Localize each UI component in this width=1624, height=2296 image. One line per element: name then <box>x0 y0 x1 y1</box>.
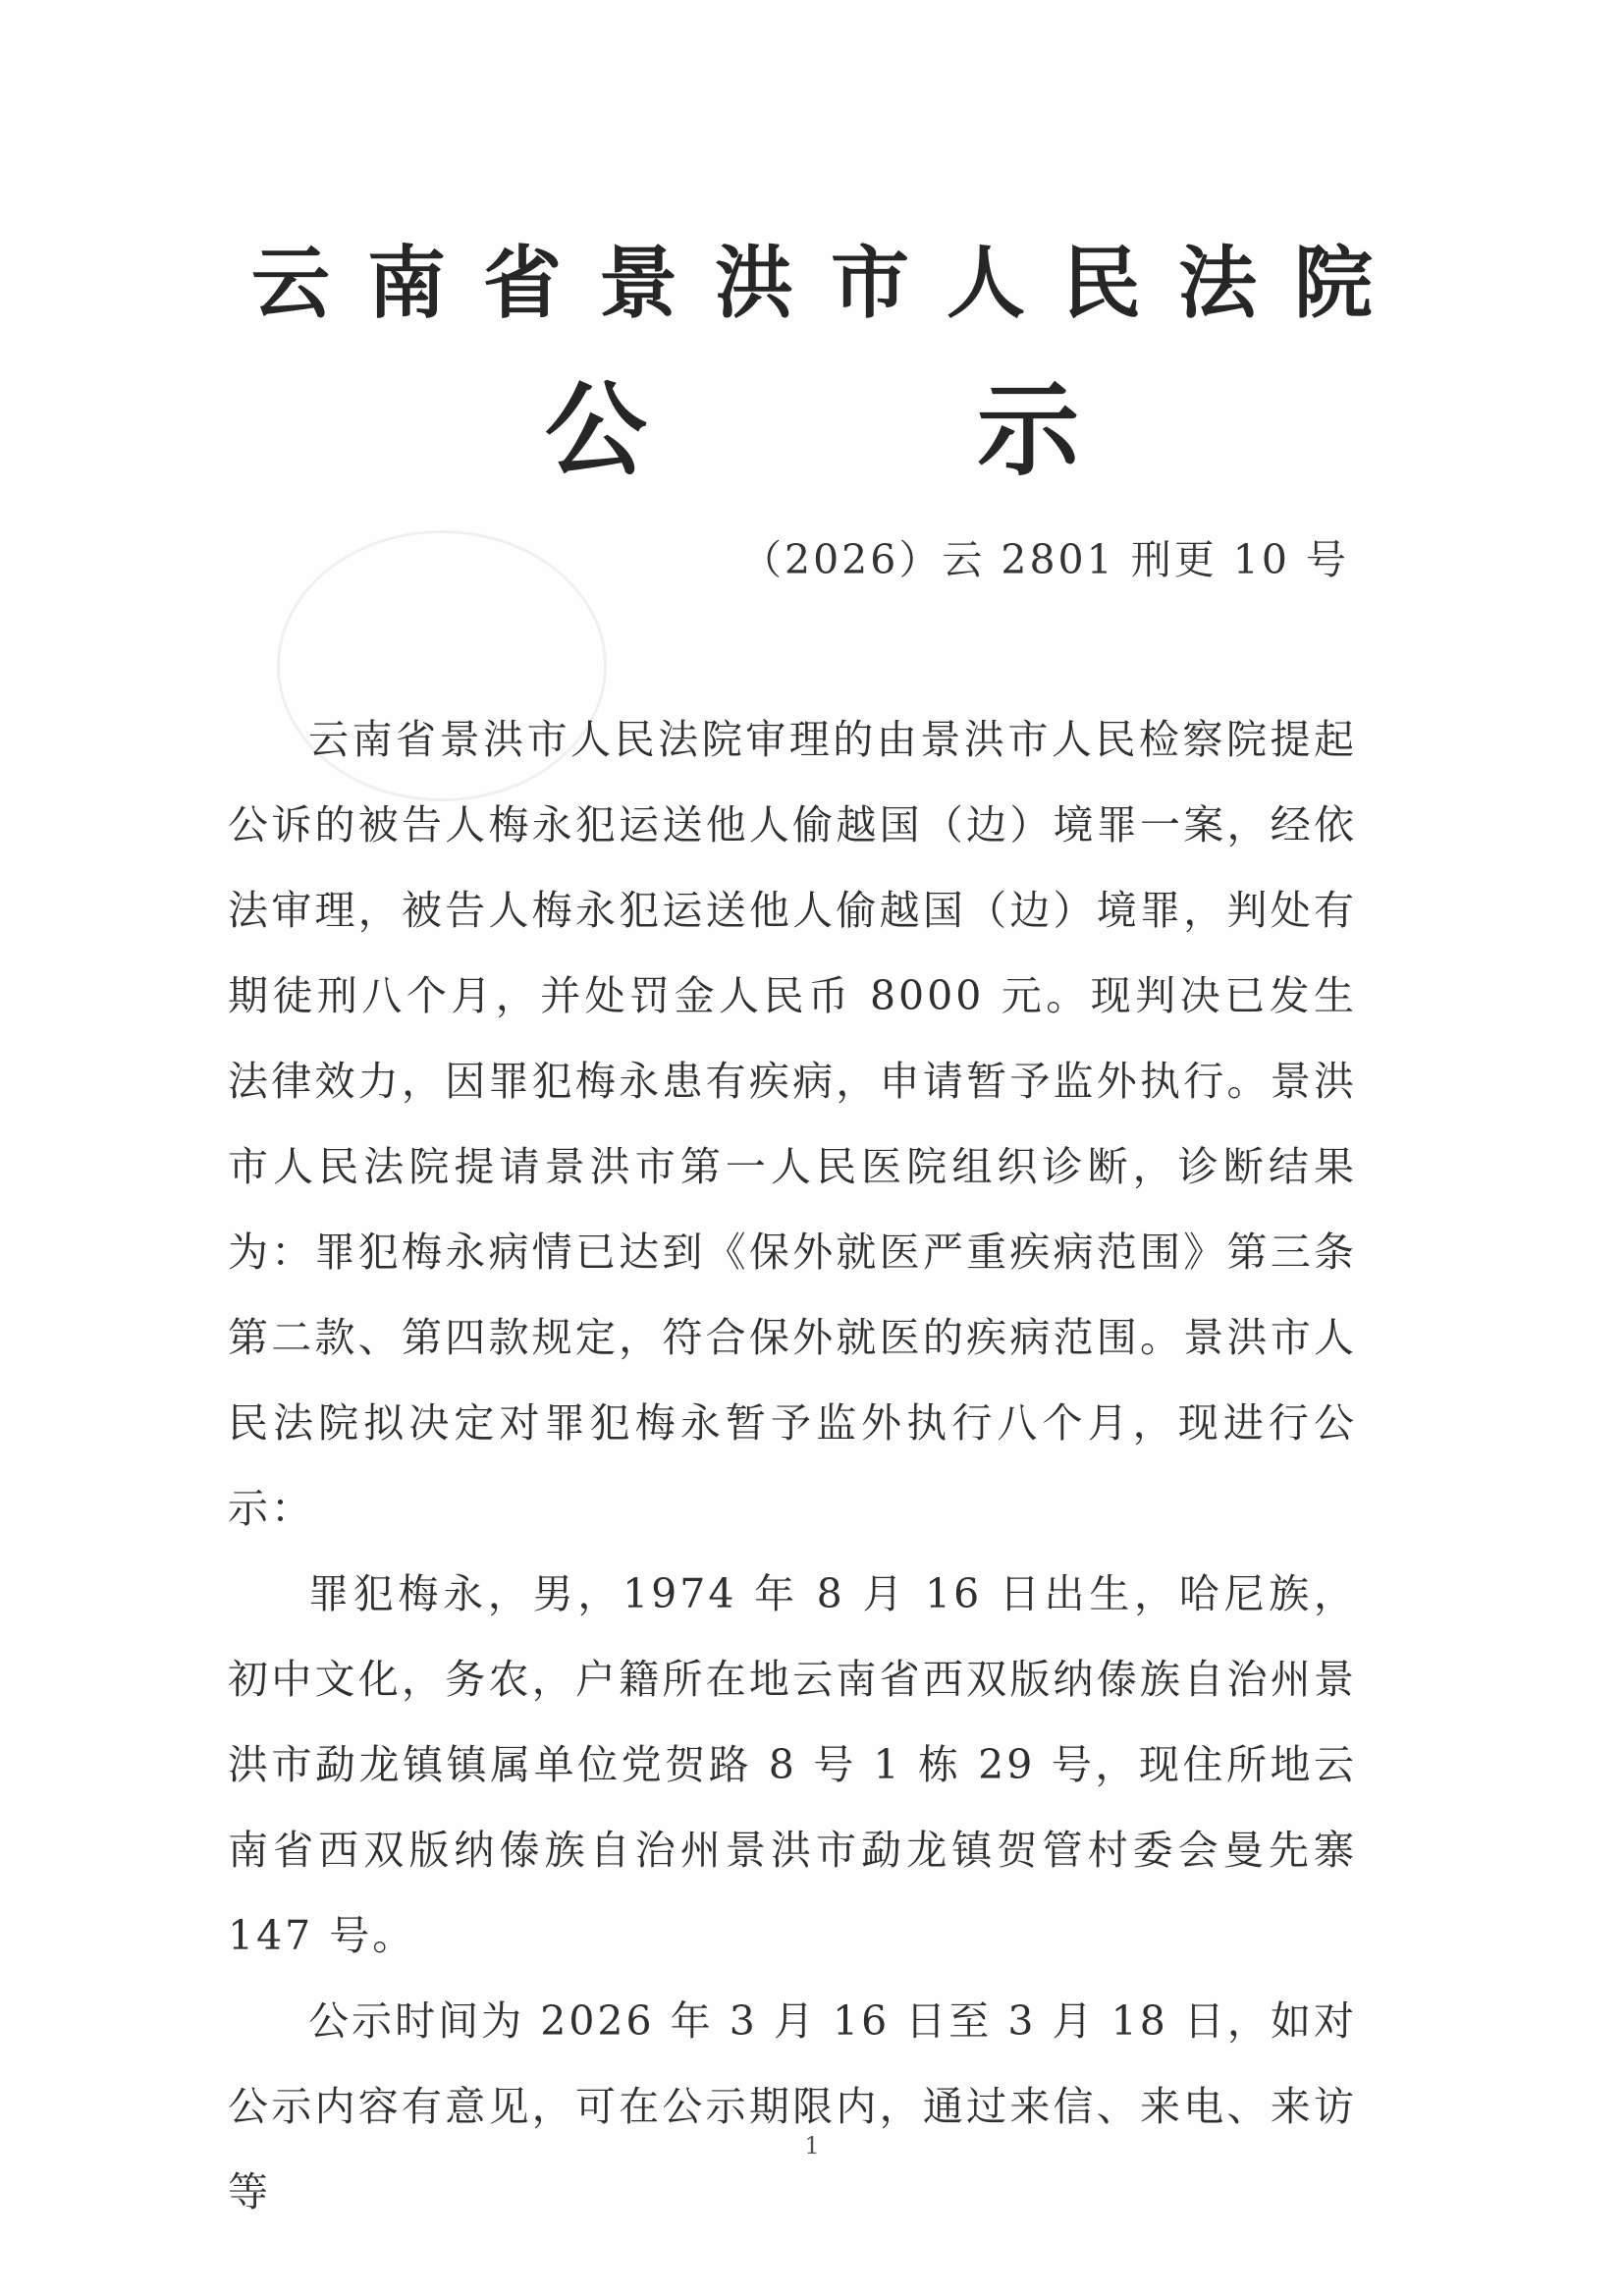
page-number: 1 <box>804 2132 820 2159</box>
paragraph-case-summary: 云南省景洪市人民法院审理的由景洪市人民检察院提起公诉的被告人梅永犯运送他人偷越国（边）境罪一案，经依法审理，被告人梅永犯运送他人偷越国（边）境罪，判处有期徒刑八个月，并处罚金人民币 8000 元。现判决已发生法律效力，因罪犯梅永患有疾病，申请暂予监外执行。景洪市人民法院提请景洪市第一人民医院组织诊断，诊断结果为：罪犯梅永病情已达到《保外就医严重疾病范围》第三条第二款、第四款规定，符合保外就医的疾病范围。景洪市人民法院拟决定对罪犯梅永暂予监外执行八个月，现进行公示： <box>228 716 1357 1532</box>
notice-body <box>228 697 1357 2235</box>
notice-title-heading: 公 示 <box>544 369 1227 490</box>
court-name-heading: 云南省景洪市人民法院 <box>251 237 1410 329</box>
case-number: （2026）云 2801 刑更 10 号 <box>741 536 1349 583</box>
paragraph-notice-period: 公示时间为 2026 年 3 月 16 日至 3 月 18 日，如对公示内容有意见，可在公示期限内，通过来信、来电、来访等 <box>228 1997 1357 2215</box>
paragraph-criminal-info: 罪犯梅永，男，1974 年 8 月 16 日出生，哈尼族，初中文化，务农，户籍所在地云南省西双版纳傣族自治州景洪市勐龙镇镇属单位党贺路 8 号 1 栋 29 号，现住所地云南省西双版纳傣族自治州景洪市勐龙镇贺管村委会曼先寨 147 号。 <box>228 1570 1357 1959</box>
